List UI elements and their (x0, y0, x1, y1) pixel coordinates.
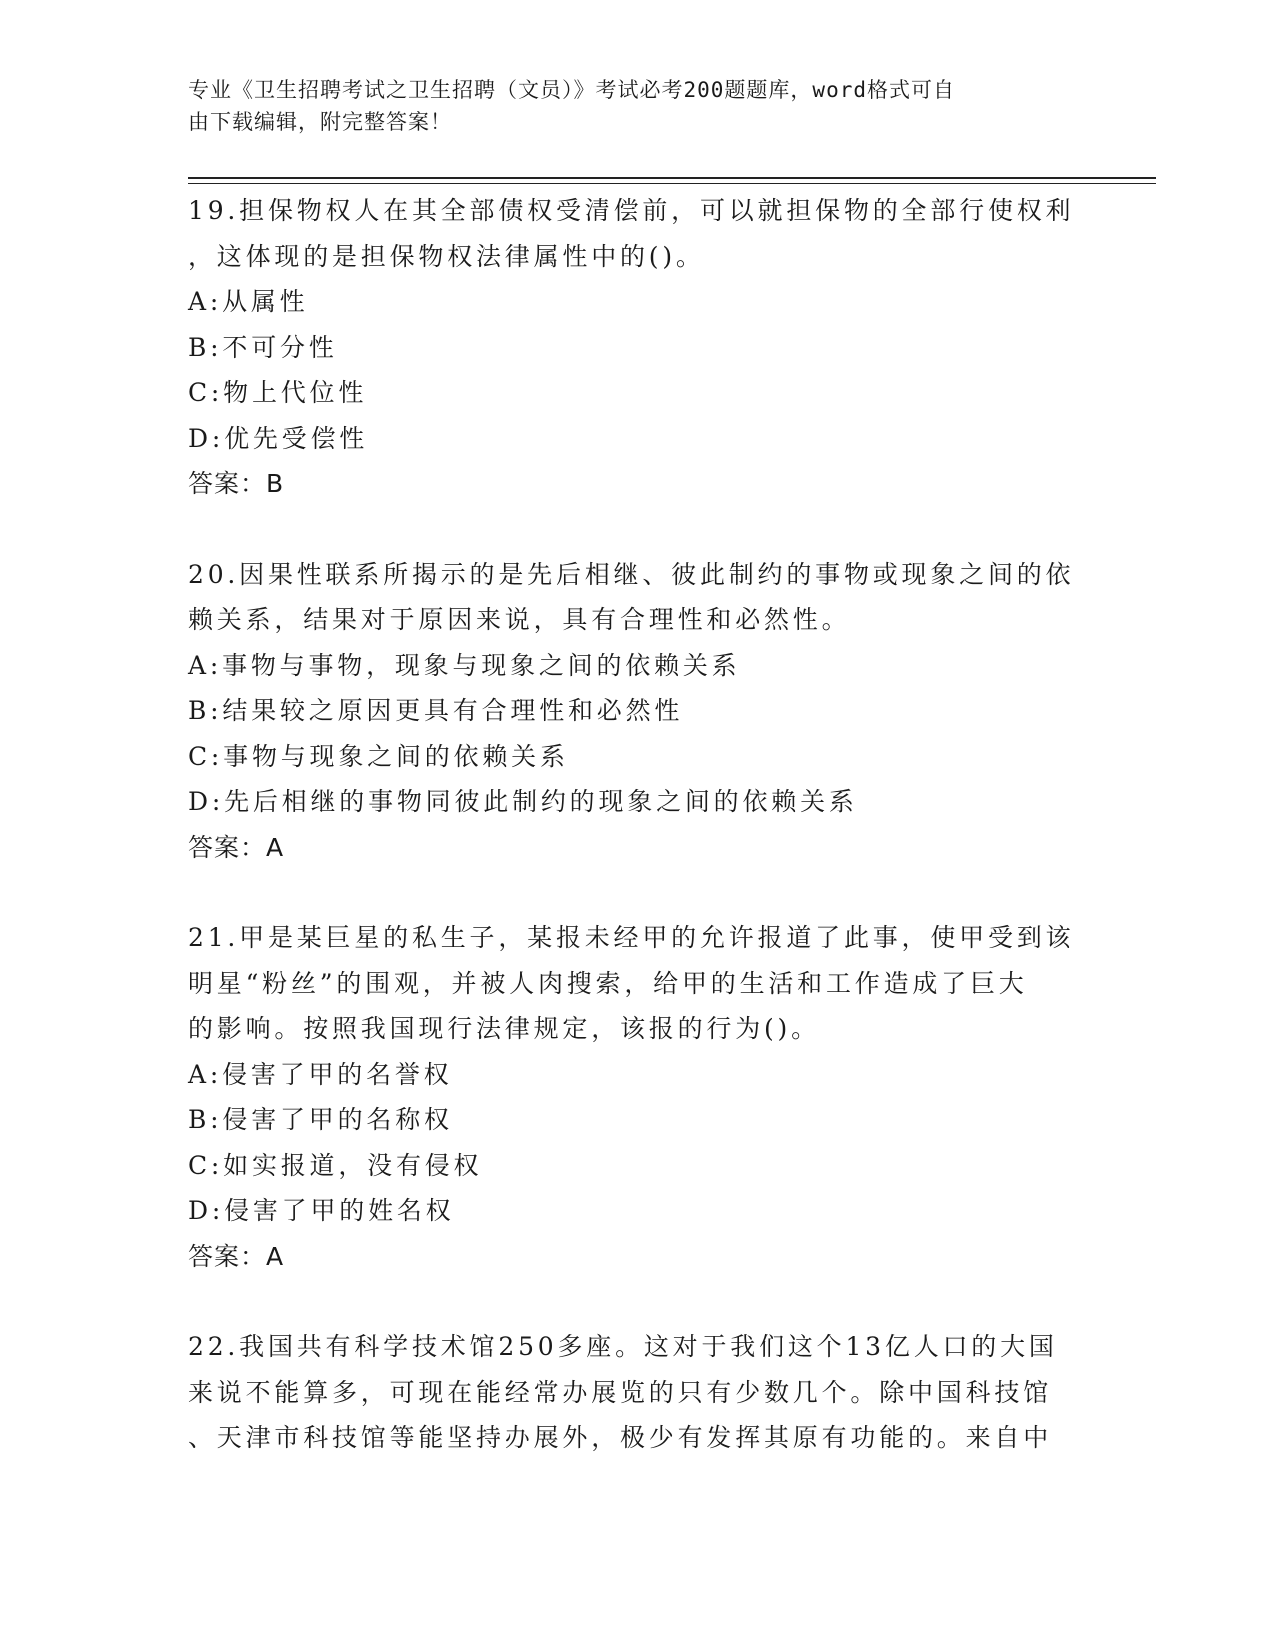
question-stem-line: 明星“粉丝”的围观，并被人肉搜索，给甲的生活和工作造成了巨大 (188, 968, 1028, 998)
question-stem-line: 的影响。按照我国现行法律规定，该报的行为()。 (188, 1014, 820, 1043)
option-b: B:侵害了甲的名称权 (188, 1105, 453, 1134)
question-20 (188, 552, 1088, 871)
question-stem-line: 、天津市科技馆等能坚持办展外，极少有发挥其原有功能的。来自中 (188, 1423, 1053, 1452)
option-b: B:结果较之原因更具有合理性和必然性 (188, 696, 684, 725)
option-a: A:从属性 (188, 287, 309, 316)
header-divider-thick (188, 177, 1156, 179)
question-stem-line: 20.因果性联系所揭示的是先后相继、彼此制约的事物或现象之间的依 (188, 559, 1075, 589)
header-divider-thin (188, 183, 1156, 184)
question-list (188, 188, 1088, 1506)
option-d: D:优先受偿性 (188, 423, 369, 453)
question-stem-line: 赖关系，结果对于原因来说，具有合理性和必然性。 (188, 605, 851, 634)
question-stem-line: ，这体现的是担保物权法律属性中的()。 (188, 241, 705, 271)
option-c: C:事物与现象之间的依赖关系 (188, 741, 569, 771)
question-22 (188, 1324, 1088, 1461)
header-line-1: 专业《卫生招聘考试之卫生招聘（文员）》考试必考200题题库，word格式可自 (188, 78, 955, 102)
header-line-2: 由下载编辑，附完整答案！ (188, 110, 452, 134)
question-stem-line: 21.甲是某巨星的私生子，某报未经甲的允许报道了此事，使甲受到该 (188, 923, 1075, 952)
question-stem-line: 来说不能算多，可现在能经常办展览的只有少数几个。除中国科技馆 (188, 1377, 1053, 1407)
option-b: B:不可分性 (188, 332, 338, 362)
answer-line: 答案：B (188, 469, 285, 498)
option-a: A:事物与事物，现象与现象之间的依赖关系 (188, 650, 741, 680)
answer-line: 答案：A (188, 832, 285, 862)
question-stem-line: 22.我国共有科学技术馆250多座。这对于我们这个13亿人口的大国 (188, 1332, 1058, 1361)
document-header (188, 74, 1068, 138)
answer-line: 答案：A (188, 1241, 285, 1271)
option-d: D:侵害了甲的姓名权 (188, 1196, 455, 1225)
option-d: D:先后相继的事物同彼此制约的现象之间的依赖关系 (188, 787, 858, 816)
question-21 (188, 915, 1088, 1279)
question-stem-line: 19.担保物权人在其全部债权受清偿前，可以就担保物的全部行使权利 (188, 196, 1075, 225)
option-c: C:如实报道，没有侵权 (188, 1150, 483, 1180)
question-19 (188, 188, 1088, 507)
option-a: A:侵害了甲的名誉权 (188, 1059, 453, 1089)
option-c: C:物上代位性 (188, 378, 368, 407)
